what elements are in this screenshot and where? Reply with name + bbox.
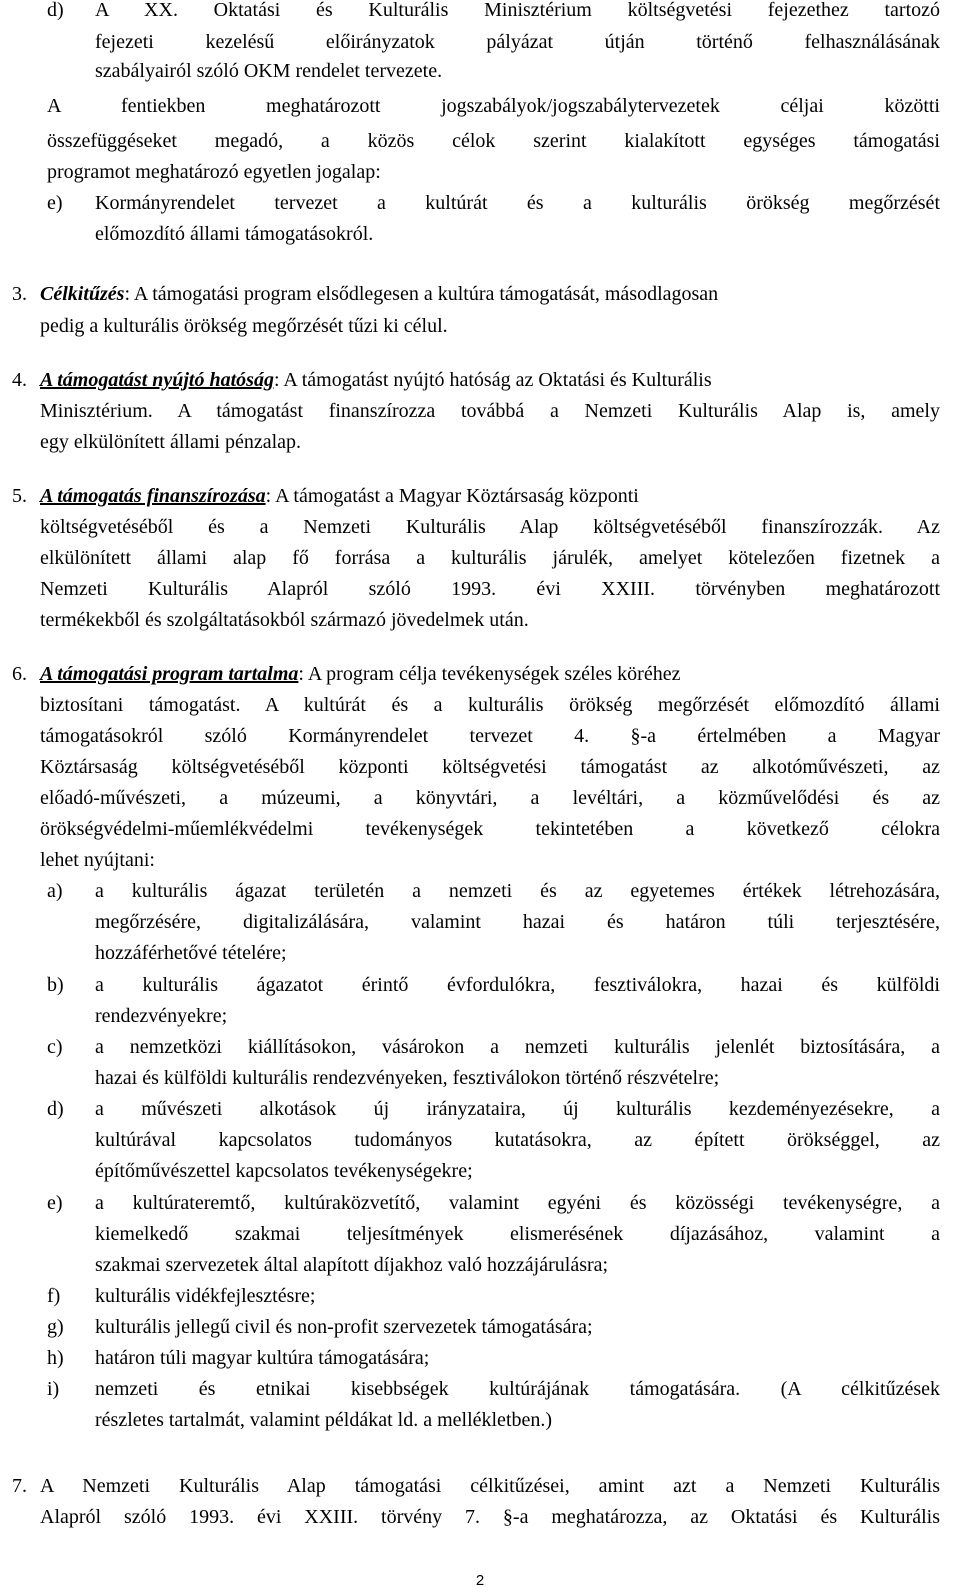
list-item-text: kulturális vidékfejlesztésre;: [95, 1285, 316, 1307]
section-text: Alapról szóló 1993. évi XXIII. törvény 7. §-a meghatározza, az Oktatási és Kulturális: [40, 1506, 940, 1528]
list-item-text: kulturális jellegű civil és non-profit szervezetek támogatására;: [95, 1316, 593, 1338]
section-4-line-3: [0, 427, 960, 458]
list-item-marker: d): [47, 1098, 64, 1120]
section-6-line-1: [0, 659, 960, 690]
item-d-line-2: [0, 27, 960, 58]
section-number: 6.: [12, 663, 27, 685]
section-heading: A támogatási program tartalma: [40, 663, 299, 685]
intro-line-3: [0, 157, 960, 188]
section-5-line-5: [0, 605, 960, 636]
paragraph-text: összefüggéseket megadó, a közös célok szerint kialakított egységes támogatási: [47, 130, 940, 152]
item-text: előmozdító állami támogatásokról.: [95, 223, 374, 245]
section-text: : A program célja tevékenységek széles köréhez: [298, 663, 681, 685]
list-item-b-line-2: [0, 1001, 960, 1032]
list-item-text: a kulturális ágazatot érintő évfordulókra, fesztiválokra, hazai és külföldi: [95, 974, 940, 996]
section-3-line-2: [0, 311, 960, 342]
section-text: örökségvédelmi-műemlékvédelmi tevékenységek tekintetében a következő célokra: [40, 818, 940, 840]
section-number: 7.: [12, 1475, 27, 1497]
section-number: 4.: [12, 369, 27, 391]
section-5-line-3: [0, 543, 960, 574]
list-item-marker: h): [47, 1347, 64, 1369]
section-text: elkülönített állami alap fő forrása a kulturális járulék, amelyet kötelezően fizetnek a: [40, 547, 940, 569]
page-number: 2: [475, 1572, 485, 1589]
paragraph-text: programot meghatározó egyetlen jogalap:: [47, 161, 381, 183]
list-item-b-line-1: [0, 970, 960, 1001]
list-item-d-line-3: [0, 1156, 960, 1187]
section-text: A Nemzeti Kulturális Alap támogatási célkitűzései, amint azt a Nemzeti Kulturális: [40, 1475, 940, 1497]
list-item-e-line-1: [0, 1188, 960, 1219]
item-d-line-1: [0, 0, 960, 26]
section-5-first-line: [40, 481, 639, 512]
section-text: pedig a kulturális örökség megőrzését tűzi ki célul.: [40, 315, 448, 337]
list-item-d-line-2: [0, 1125, 960, 1156]
list-item-e-line-2: [0, 1219, 960, 1250]
list-item-marker: g): [47, 1316, 64, 1338]
section-3-first-line: [40, 279, 940, 310]
section-text: támogatásokról szóló Kormányrendelet tervezet 4. §-a értelmében a Magyar: [40, 725, 940, 747]
section-heading: Célkitűzés: [40, 283, 125, 305]
list-item-h-line-1: [0, 1343, 960, 1374]
section-5-line-1: [0, 481, 960, 512]
list-item-f-line-1: [0, 1281, 960, 1312]
section-text: Köztársaság költségvetéséből központi költségvetési támogatást az alkotóművészeti, az: [40, 756, 940, 778]
item-e-line-2: [0, 219, 960, 250]
item-text: A XX. Oktatási és Kulturális Minisztérium költségvetési fejezethez tartozó: [95, 0, 940, 21]
section-6-line-6: [0, 814, 960, 845]
section-4-first-line: [40, 365, 712, 396]
list-item-text: a kulturális ágazat területén a nemzeti és az egyetemes értékek létrehozására,: [95, 880, 940, 902]
section-4-line-2: [0, 396, 960, 427]
section-7-line-2: [0, 1502, 960, 1533]
section-6-line-2: [0, 690, 960, 721]
section-7-line-1: [0, 1471, 960, 1502]
list-item-marker: a): [47, 880, 63, 902]
section-text: termékekből és szolgáltatásokból származó jövedelmek után.: [40, 609, 529, 631]
list-item-i-line-1: [0, 1374, 960, 1405]
list-item-marker: i): [47, 1378, 60, 1400]
list-item-text: építőművészettel kapcsolatos tevékenységekre;: [95, 1160, 473, 1182]
list-item-e-line-3: [0, 1250, 960, 1281]
section-6-line-4: [0, 752, 960, 783]
section-text: egy elkülönített állami pénzalap.: [40, 431, 302, 453]
section-text: lehet nyújtani:: [40, 849, 155, 871]
item-text: Kormányrendelet tervezet a kultúrát és a kulturális örökség megőrzését: [95, 192, 940, 214]
item-marker: e): [47, 192, 63, 214]
section-text: : A támogatási program elsődlegesen a kultúra támogatását, másodlagosan: [124, 283, 719, 305]
section-6-line-3: [0, 721, 960, 752]
list-item-text: kiemelkedő szakmai teljesítmények elismerésének díjazásához, valamint a: [95, 1223, 940, 1245]
list-item-text: megőrzésére, digitalizálására, valamint hazai és határon túli terjesztésére,: [95, 911, 940, 933]
item-e-line-1: [0, 188, 960, 219]
list-item-d-line-1: [0, 1094, 960, 1125]
list-item-marker: e): [47, 1192, 63, 1214]
list-item-text: részletes tartalmát, valamint példákat ld. a mellékletben.): [95, 1409, 553, 1431]
list-item-text: a művészeti alkotások új irányzataira, új kulturális kezdeményezésekre, a: [95, 1098, 940, 1120]
list-item-a-line-3: [0, 938, 960, 969]
list-item-text: nemzeti és etnikai kisebbségek kultúrájának támogatására. (A célkitűzések: [95, 1378, 940, 1400]
item-marker: d): [47, 0, 64, 21]
list-item-i-line-2: [0, 1405, 960, 1436]
list-item-text: hazai és külföldi kulturális rendezvényeken, fesztiválokon történő részvételre;: [95, 1067, 720, 1089]
list-item-a-line-2: [0, 907, 960, 938]
section-text: : A támogatást nyújtó hatóság az Oktatási és Kulturális: [273, 369, 712, 391]
intro-line-2: [0, 126, 960, 157]
list-item-g-line-1: [0, 1312, 960, 1343]
list-item-marker: f): [47, 1285, 61, 1307]
item-text: fejezeti kezelésű előirányzatok pályázat útján történő felhasználásának: [95, 31, 940, 53]
section-4-line-1: [0, 365, 960, 396]
intro-line-1: [0, 91, 960, 122]
list-item-a-line-1: [0, 876, 960, 907]
list-item-marker: b): [47, 974, 64, 996]
section-3-line-1: [0, 279, 960, 310]
section-text: előadó-művészeti, a múzeumi, a könyvtári, a levéltári, a közművelődési és az: [40, 787, 940, 809]
section-text: költségvetéséből és a Nemzeti Kulturális Alap költségvetéséből finanszírozzák. Az: [40, 516, 940, 538]
list-item-text: rendezvényekre;: [95, 1005, 228, 1027]
section-6-first-line: [40, 659, 680, 690]
section-5-line-4: [0, 574, 960, 605]
section-text: Minisztérium. A támogatást finanszírozza továbbá a Nemzeti Kulturális Alap is, amely: [40, 400, 940, 422]
list-item-text: hozzáférhetővé tételére;: [95, 942, 287, 964]
paragraph-text: A fentiekben meghatározott jogszabályok/jogszabálytervezetek céljai közötti: [47, 95, 940, 117]
section-number: 5.: [12, 485, 27, 507]
section-text: Nemzeti Kulturális Alapról szóló 1993. évi XXIII. törvényben meghatározott: [40, 578, 940, 600]
list-item-marker: c): [47, 1036, 63, 1058]
section-text: biztosítani támogatást. A kultúrát és a kulturális örökség megőrzését előmozdító állami: [40, 694, 940, 716]
item-text: szabályairól szóló OKM rendelet tervezete.: [95, 60, 443, 82]
section-5-line-2: [0, 512, 960, 543]
list-item-text: kultúrával kapcsolatos tudományos kutatásokra, az épített örökséggel, az: [95, 1129, 940, 1151]
list-item-text: határon túli magyar kultúra támogatására;: [95, 1347, 430, 1369]
list-item-text: a kultúrateremtő, kultúraközvetítő, valamint egyéni és közösségi tevékenységre, a: [95, 1192, 940, 1214]
section-number: 3.: [12, 283, 27, 305]
section-heading: A támogatás finanszírozása: [40, 485, 266, 507]
section-text: : A támogatást a Magyar Köztársaság központi: [265, 485, 639, 507]
section-6-line-5: [0, 783, 960, 814]
list-item-c-line-1: [0, 1032, 960, 1063]
list-item-text: a nemzetközi kiállításokon, vásárokon a nemzeti kulturális jelenlét biztosítására, a: [95, 1036, 940, 1058]
section-heading: A támogatást nyújtó hatóság: [40, 369, 274, 391]
item-d-line-3: [0, 56, 960, 87]
list-item-c-line-2: [0, 1063, 960, 1094]
section-6-line-7: [0, 845, 960, 876]
list-item-text: szakmai szervezetek által alapított díjakhoz való hozzájárulásra;: [95, 1254, 609, 1276]
